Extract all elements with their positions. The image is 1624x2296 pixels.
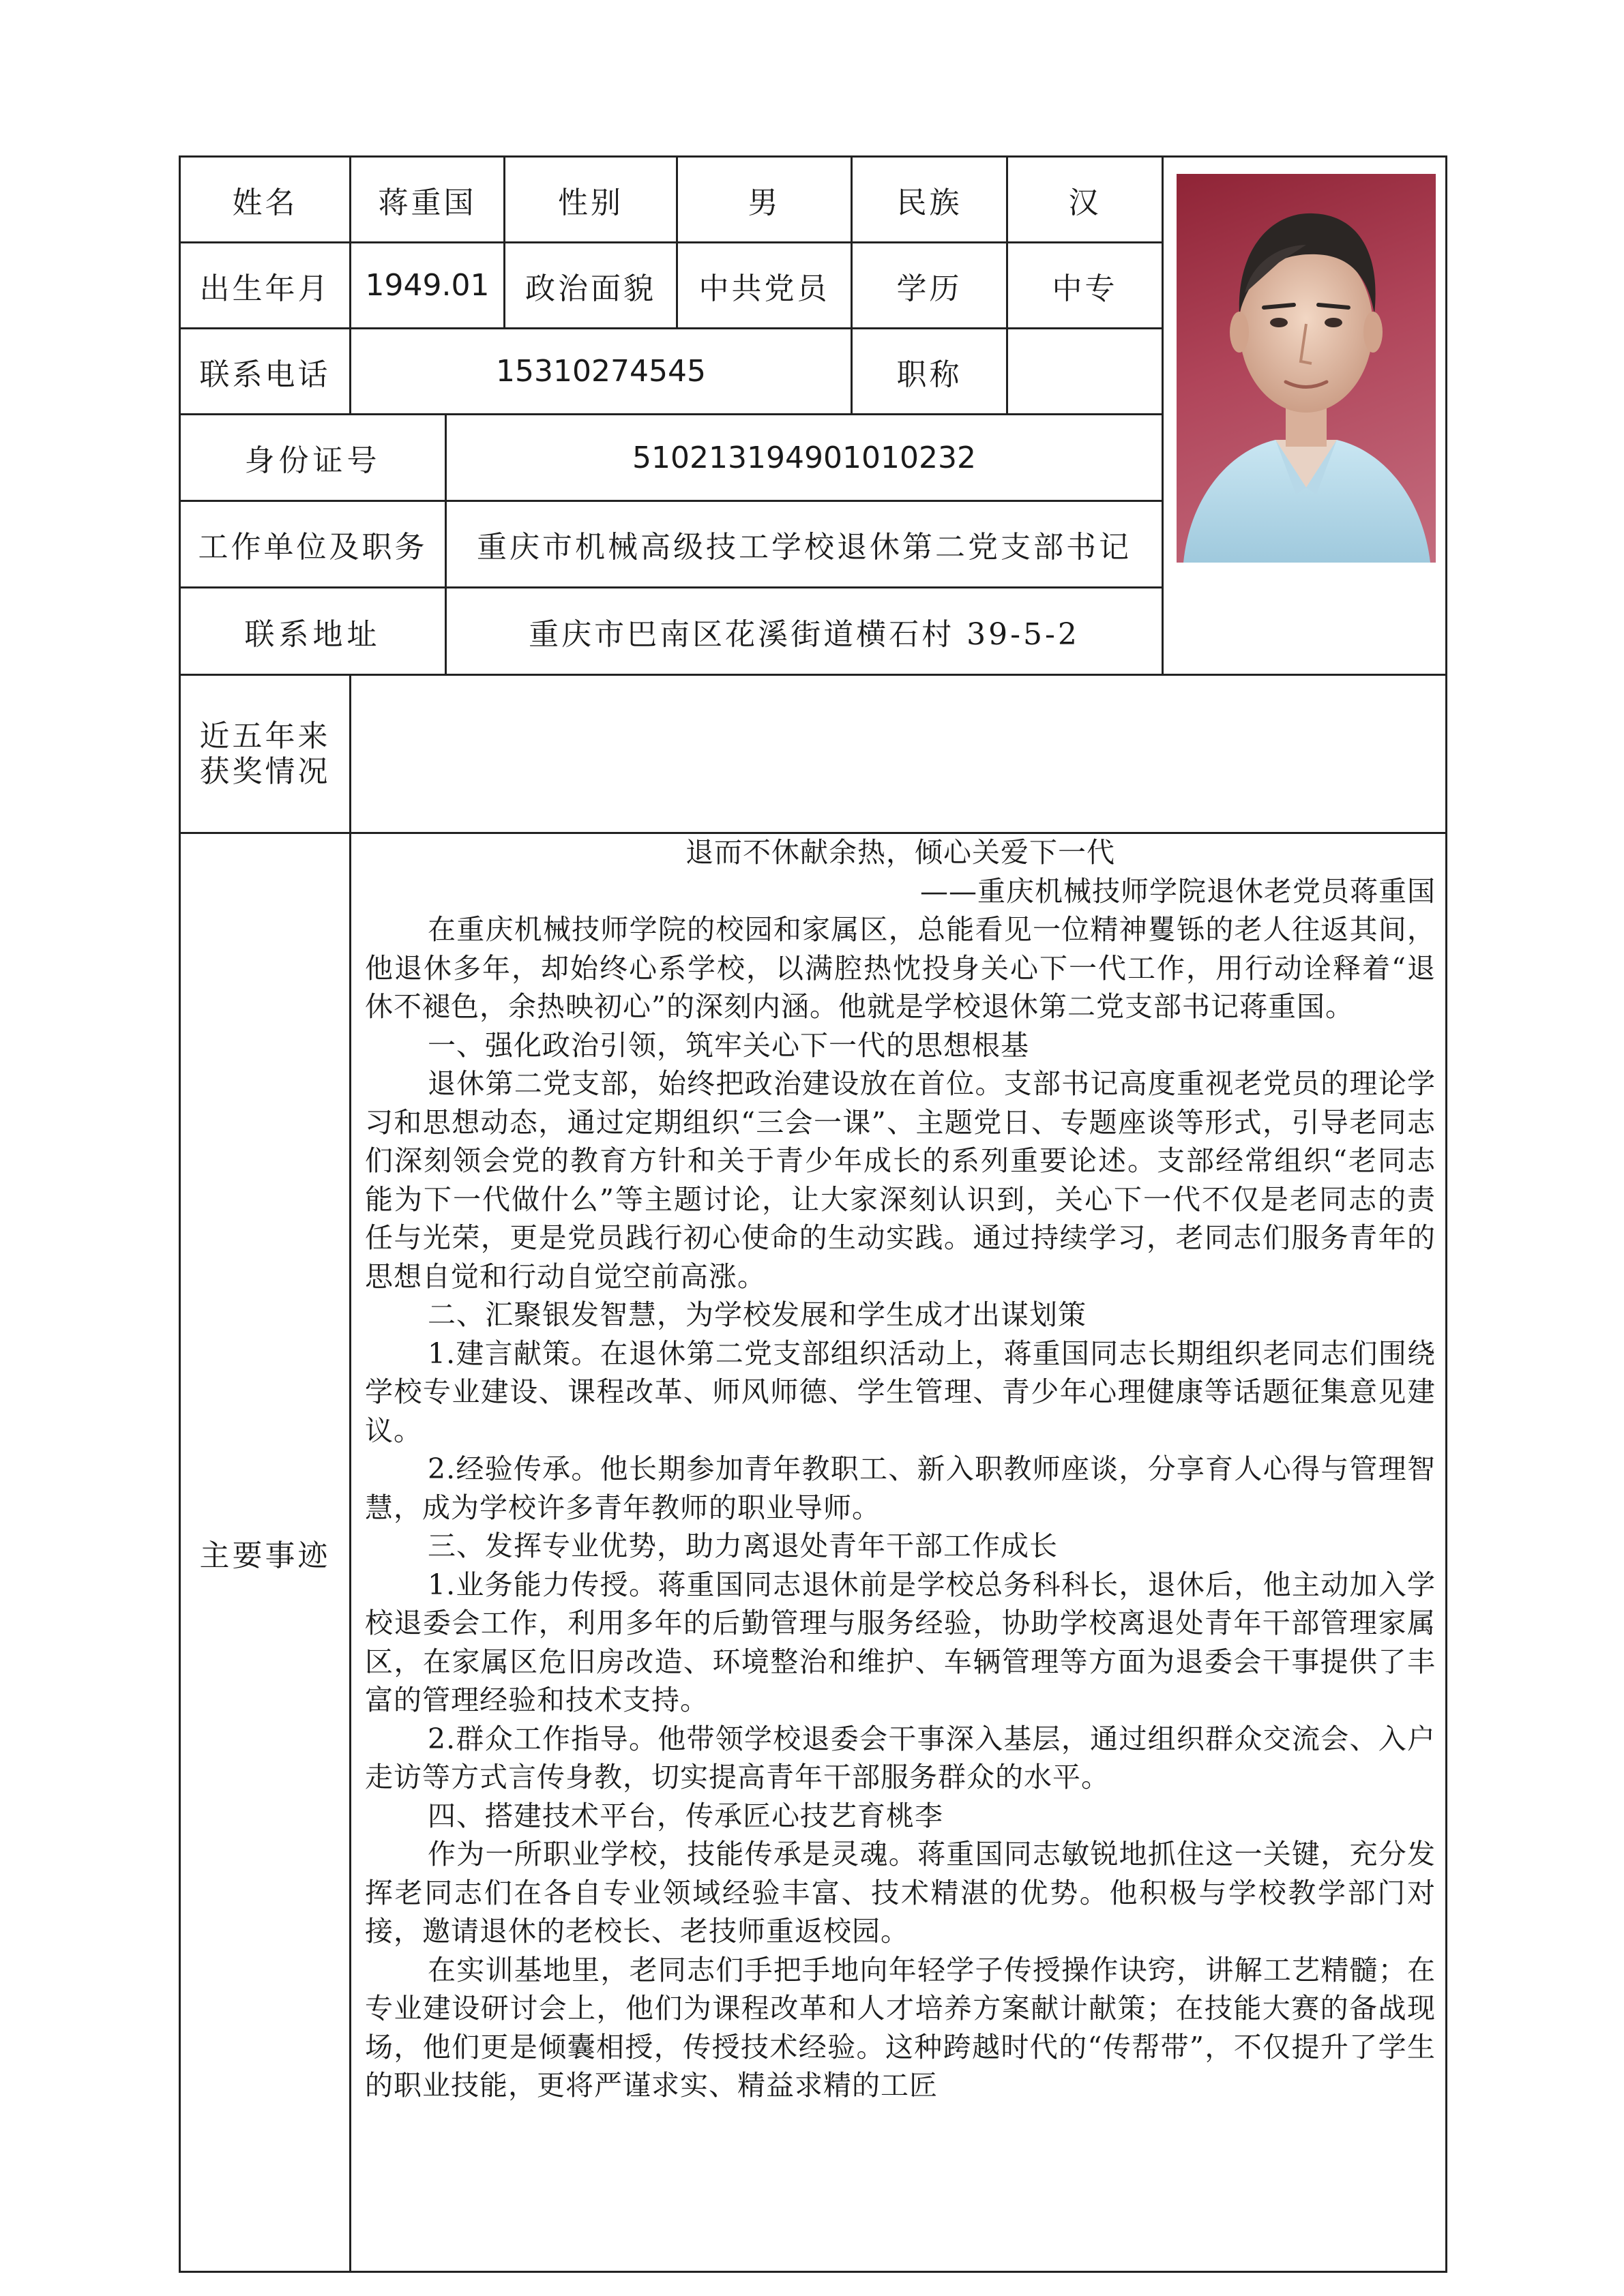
article-paragraph: 作为一所职业学校，技能传承是灵魂。蒋重国同志敏锐地抓住这一关键，充分发挥老同志们在各自专业领域经验丰富、技术精湛的优势。他积极与学校教学部门对接，邀请退休的老校长、老技师重返校园。 xyxy=(365,1838,1436,1948)
ethnicity-value: 汉 xyxy=(1068,185,1102,220)
table-border-bottom xyxy=(179,2271,1447,2273)
workplace-label: 工作单位及职务 xyxy=(198,530,428,565)
column-divider xyxy=(1162,155,1164,674)
ethnicity-label: 民族 xyxy=(896,185,962,220)
title-value xyxy=(1008,329,1162,413)
title-label: 职称 xyxy=(896,357,962,392)
table-border-right xyxy=(1445,155,1447,2273)
political-label: 政治面貌 xyxy=(525,271,656,306)
phone-label: 联系电话 xyxy=(199,357,331,392)
birth-value: 1949.01 xyxy=(365,268,490,303)
awards-value xyxy=(351,676,1445,832)
article-paragraph: 2.群众工作指导。他带领学校退委会干事深入基层，通过组织群众交流会、入户走访等方式言传身教，切实提高青年干部服务群众的水平。 xyxy=(365,1722,1436,1793)
education-value: 中专 xyxy=(1052,271,1118,306)
article-paragraph: 1.建言献策。在退休第二党支部组织活动上，蒋重国同志长期组织老同志们围绕学校专业建设、课程改革、师风师德、学生管理、青少年心理健康等话题征集意见建议。 xyxy=(365,1337,1436,1447)
address-label: 联系地址 xyxy=(244,616,381,652)
name-value: 蒋重国 xyxy=(378,185,477,220)
education-label: 学历 xyxy=(896,271,962,306)
article-paragraph: 1.业务能力传授。蒋重国同志退休前是学校总务科科长，退休后，他主动加入学校退委会工作，利用多年的后勤管理与服务经验，协助学校离退处青年干部管理家属区，在家属区危旧房改造、环境整治和维护、车辆管理等方面为退委会干事提供了丰富的管理经验和技术支持。 xyxy=(365,1568,1436,1716)
article-paragraph: 在重庆机械技师学院的校园和家属区，总能看见一位精神矍铄的老人往返其间，他退休多年，却始终心系学校，以满腔热忱投身关心下一代工作，用行动诠释着“退休不褪色，余热映初心”的深刻内涵。他就是学校退休第二党支部书记蒋重国。 xyxy=(365,913,1436,1023)
gender-label: 性别 xyxy=(558,185,623,220)
name-label: 姓名 xyxy=(232,185,298,220)
column-divider xyxy=(349,674,351,2273)
portrait-photo xyxy=(1177,174,1436,563)
article-heading: 一、强化政治引领，筑牢关心下一代的思想根基 xyxy=(428,1028,1029,1062)
gender-value: 男 xyxy=(748,185,781,220)
article-paragraph: 在实训基地里，老同志们手把手地向年轻学子传授操作诀窍，讲解工艺精髓；在专业建设研讨会上，他们为课程改革和人才培养方案献计献策；在技能大赛的备战现场，他们更是倾囊相授，传授技术经验。这种跨越时代的“传帮带”，不仅提升了学生的职业技能，更将严谨求实、精益求精的工匠 xyxy=(365,1953,1436,2102)
workplace-value: 重庆市机械高级技工学校退休第二党支部书记 xyxy=(477,530,1132,565)
political-value: 中共党员 xyxy=(698,271,830,306)
deeds-label: 主要事迹 xyxy=(199,1538,331,1573)
phone-value: 15310274545 xyxy=(496,354,706,389)
id-number-label: 身份证号 xyxy=(244,443,381,478)
awards-label xyxy=(181,676,349,832)
article-title: 退而不休献余热，倾心关爱下一代 xyxy=(685,836,1115,869)
id-number-value: 510213194901010232 xyxy=(632,440,976,475)
article-paragraph: 退休第二党支部，始终把政治建设放在首位。支部书记高度重视老党员的理论学习和思想动态，通过定期组织“三会一课”、主题党日、专题座谈等形式，引导老同志们深刻领会党的教育方针和关于青少年成长的系列重要论述。支部经常组织“老同志能为下一代做什么”等主题讨论，让大家深刻认识到，关心下一代不仅是老同志的责任与光荣，更是党员践行初心使命的生动实践。通过持续学习，老同志们服务青年的思想自觉和行动自觉空前高涨。 xyxy=(365,1067,1436,1293)
birth-label: 出生年月 xyxy=(199,271,331,306)
awards-label-line2: 获奖情况 xyxy=(199,754,331,789)
address-value: 重庆市巴南区花溪街道横石村 39-5-2 xyxy=(529,616,1080,652)
article-heading: 二、汇聚银发智慧，为学校发展和学生成才出谋划策 xyxy=(428,1298,1087,1331)
article-subtitle: ——重庆机械技师学院退休老党员蒋重国 xyxy=(920,874,1436,908)
article-heading: 四、搭建技术平台，传承匠心技艺育桃李 xyxy=(428,1799,943,1832)
article-paragraph: 2.经验传承。他长期参加青年教职工、新入职教师座谈，分享育人心得与管理智慧，成为学校许多青年教师的职业导师。 xyxy=(365,1452,1436,1524)
article-heading: 三、发挥专业优势，助力离退处青年干部工作成长 xyxy=(428,1530,1058,1562)
portrait-illustration xyxy=(1177,174,1436,563)
awards-label-line1: 近五年来 xyxy=(199,718,331,754)
deeds-article xyxy=(365,833,1436,2269)
